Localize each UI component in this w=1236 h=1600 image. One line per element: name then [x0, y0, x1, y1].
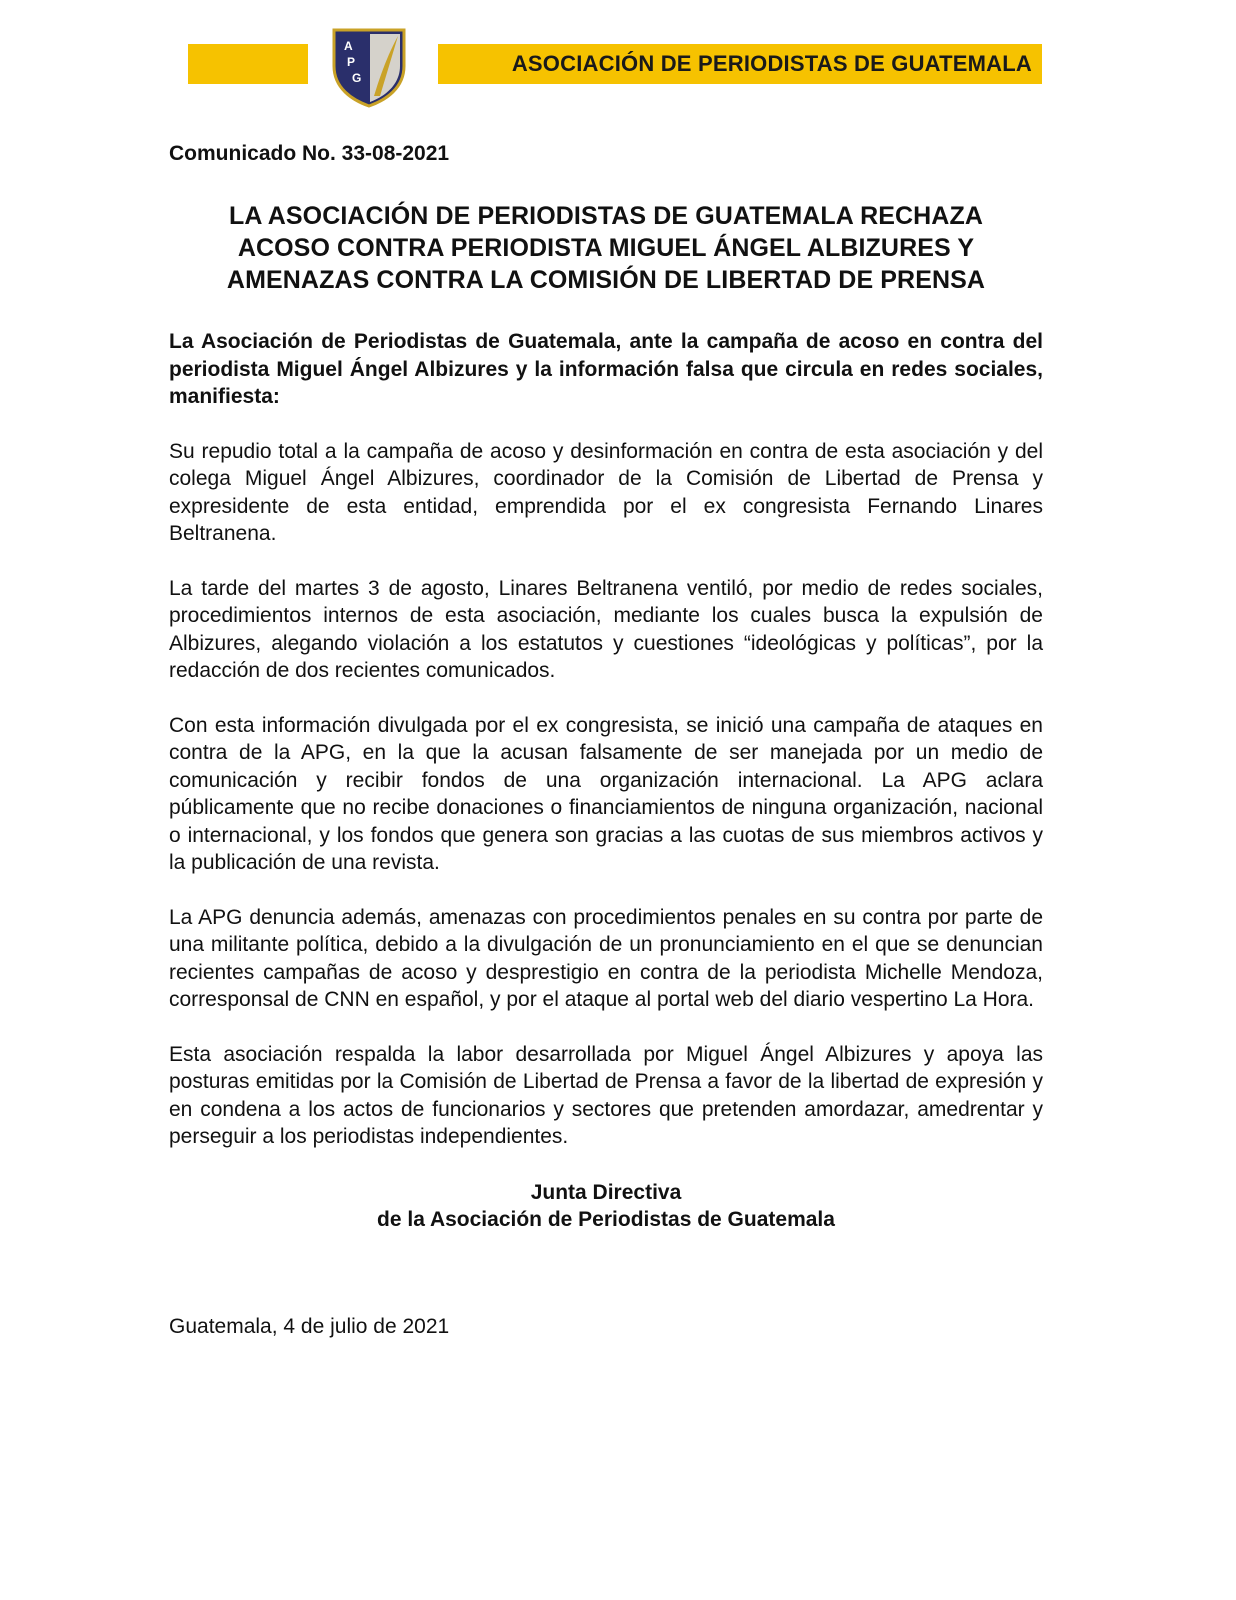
intro-paragraph: La Asociación de Periodistas de Guatemala, ante la campaña de acoso en contra del periodista Miguel Ángel Albizures y la información falsa que circula en redes sociales, manifiesta: [169, 330, 1043, 408]
dateline: Guatemala, 4 de julio de 2021 [169, 1314, 450, 1338]
logo-letter-a: A [344, 39, 353, 53]
body-paragraph: Esta asociación respalda la labor desarrollada por Miguel Ángel Albizures y apoya las posturas emitidas por la Comisión de Libertad de Prensa a favor de la libertad de expresión y en condena a los actos de funcionarios y sectores que pretenden amordazar, amedrentar y perseguir a los periodistas independientes. [169, 1042, 1043, 1148]
apg-shield-logo [330, 26, 408, 108]
header-accent-bar-left [188, 44, 308, 84]
signature-line: Junta Directiva [530, 1180, 682, 1204]
organization-name-banner: ASOCIACIÓN DE PERIODISTAS DE GUATEMALA [511, 51, 1032, 76]
body-paragraph: Su repudio total a la campaña de acoso y desinformación en contra de esta asociación y del colega Miguel Ángel Albizures, coordinador de la Comisión de Libertad de Prensa y expresidente de esta entidad, emprendida por el ex congresista Fernando Linares Beltranena. [169, 439, 1043, 545]
letterhead [0, 0, 1236, 120]
signature-line: de la Asociación de Periodistas de Guatemala [377, 1207, 835, 1231]
body-paragraph: La APG denuncia además, amenazas con procedimientos penales en su contra por parte de una militante política, debido a la divulgación de un pronunciamiento en el que se denuncian recientes campañas de acoso y desprestigio en contra de la periodista Michelle Mendoza, corresponsal de CNN en español, y por el ataque al portal web del diario vespertino La Hora. [169, 905, 1043, 1011]
body-paragraph: La tarde del martes 3 de agosto, Linares Beltranena ventiló, por medio de redes sociales, procedimientos internos de esta asociación, mediante los cuales busca la expulsión de Albizures, alegando violación a los estatutos y cuestiones “ideológicas y políticas”, por la redacción de dos recientes comunicados. [169, 576, 1043, 682]
body-paragraph: Con esta información divulgada por el ex congresista, se inició una campaña de ataques en contra de la APG, en la que la acusan falsamente de ser manejada por un medio de comunicación y recibir fondos de una organización internacional. La APG aclara públicamente que no recibe donaciones o financiamientos de ninguna organización, nacional o internacional, y los fondos que genera son gracias a las cuotas de sus miembros activos y la publicación de una revista. [169, 713, 1043, 874]
document-number: Comunicado No. 33-08-2021 [169, 142, 450, 165]
logo-letter-p: P [347, 55, 356, 69]
header-accent-bar-right [438, 44, 1042, 84]
title-line: ACOSO CONTRA PERIODISTA MIGUEL ÁNGEL ALBIZURES Y [237, 234, 975, 262]
document-body [169, 140, 1043, 1341]
title-line: LA ASOCIACIÓN DE PERIODISTAS DE GUATEMALA RECHAZA [229, 202, 983, 230]
title-line: AMENAZAS CONTRA LA COMISIÓN DE LIBERTAD DE PRENSA [226, 266, 986, 294]
logo-letter-g: G [352, 71, 362, 85]
document-title [169, 200, 1043, 296]
signature-block [169, 1179, 1043, 1233]
